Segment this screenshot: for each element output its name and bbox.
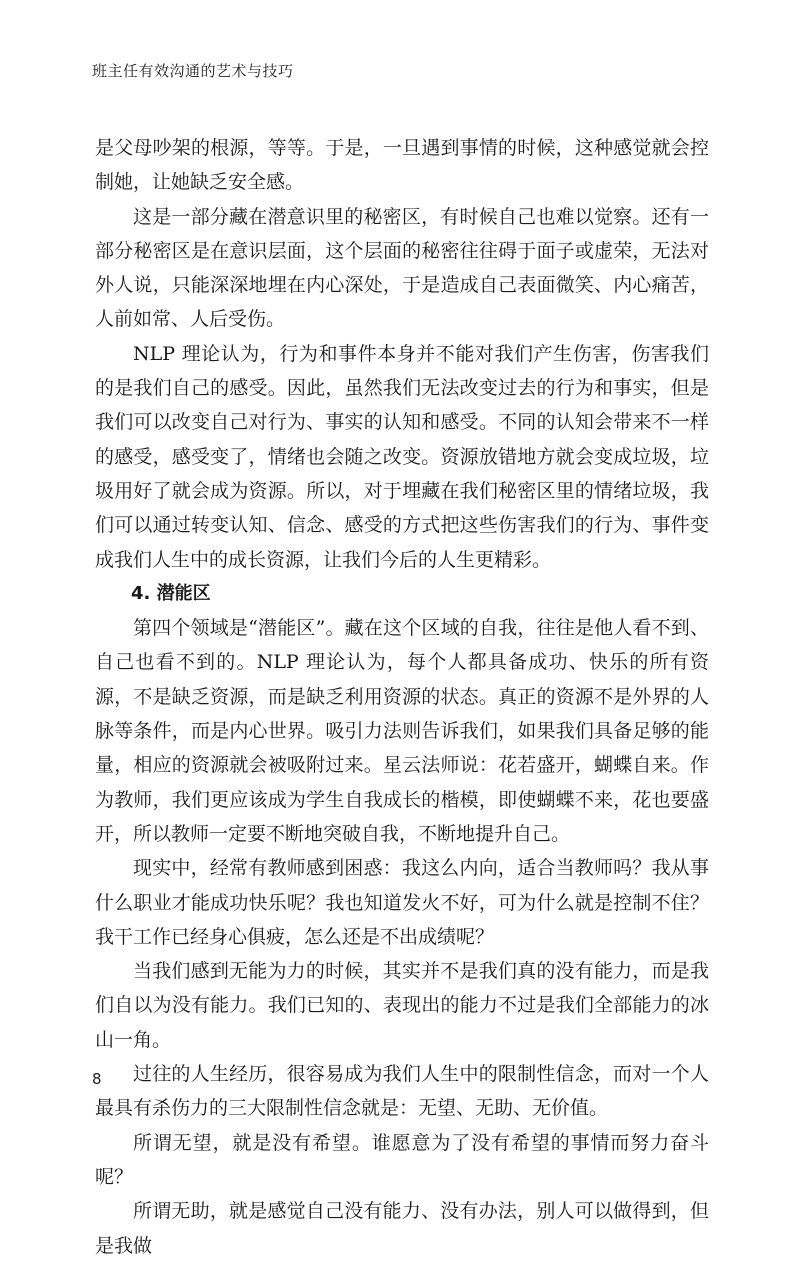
page-body-text xyxy=(95,131,709,1263)
page-number: 8 xyxy=(92,1070,102,1088)
paragraph-teacher-confusion: 现实中，经常有教师感到困惑：我这么内向，适合当教师吗？我从事什么职业才能成功快乐呢？我也知道发火不好，可为什么就是控制不住？我干工作已经身心俱疲，怎么还是不出成绩呢？ xyxy=(95,857,709,948)
paragraph-nlp-feelings: NLP 理论认为，行为和事件本身并不能对我们产生伤害，伤害我们的是我们自己的感受。因此，虽然我们无法改变过去的行为和事实，但是我们可以改变自己对行为、事实的认知和感受。不同的认知会带来不一样的感受，感受变了，情绪也会随之改变。资源放错地方就会变成垃圾，垃圾用好了就会成为资源。所以，对于埋藏在我们秘密区里的情绪垃圾，我们可以通过转变认知、信念、感受的方式把这些伤害我们的行为、事件变成我们人生中的成长资源，让我们今后的人生更精彩。 xyxy=(95,342,709,571)
paragraph-fourth-domain: 第四个领域是“潜能区”。藏在这个区域的自我，往往是他人看不到、自己也看不到的。NLP 理论认为，每个人都具备成功、快乐的所有资源，不是缺乏资源，而是缺乏利用资源的状态。真正的资源不是外界的人脉等条件，而是内心世界。吸引力法则告诉我们，如果我们具备足够的能量，相应的资源就会被吸附过来。星云法师说：花若盛开，蝴蝶自来。作为教师，我们更应该成为学生自我成长的楷模，即使蝴蝶不来，花也要盛开，所以教师一定要不断地突破自我，不断地提升自己。 xyxy=(95,617,709,845)
section-heading-potential-zone: 4. 潜能区 xyxy=(131,582,211,604)
paragraph-limiting-beliefs: 过往的人生经历，很容易成为我们人生中的限制性信念，而对一个人最具有杀伤力的三大限制性信念就是：无望、无助、无价值。 xyxy=(95,1063,709,1120)
running-header: 班主任有效沟通的艺术与技巧 xyxy=(92,62,294,80)
paragraph-continued: 是父母吵架的根源，等等。于是，一旦遇到事情的时候，这种感觉就会控制她，让她缺乏安全感。 xyxy=(95,137,709,194)
paragraph-hopeless: 所谓无望，就是没有希望。谁愿意为了没有希望的事情而努力奋斗呢？ xyxy=(95,1131,709,1188)
paragraph-helpless: 所谓无助，就是感觉自己没有能力、没有办法，别人可以做得到，但是我做 xyxy=(95,1200,709,1257)
paragraph-secret-zone: 这是一部分藏在潜意识里的秘密区，有时候自己也难以觉察。还有一部分秘密区是在意识层面，这个层面的秘密往往碍于面子或虚荣，无法对外人说，只能深深地埋在内心深处，于是造成自己表面微笑、内心痛苦，人前如常、人后受伤。 xyxy=(95,205,709,331)
paragraph-ability: 当我们感到无能为力的时候，其实并不是我们真的没有能力，而是我们自以为没有能力。我们已知的、表现出的能力不过是我们全部能力的冰山一角。 xyxy=(95,960,709,1051)
